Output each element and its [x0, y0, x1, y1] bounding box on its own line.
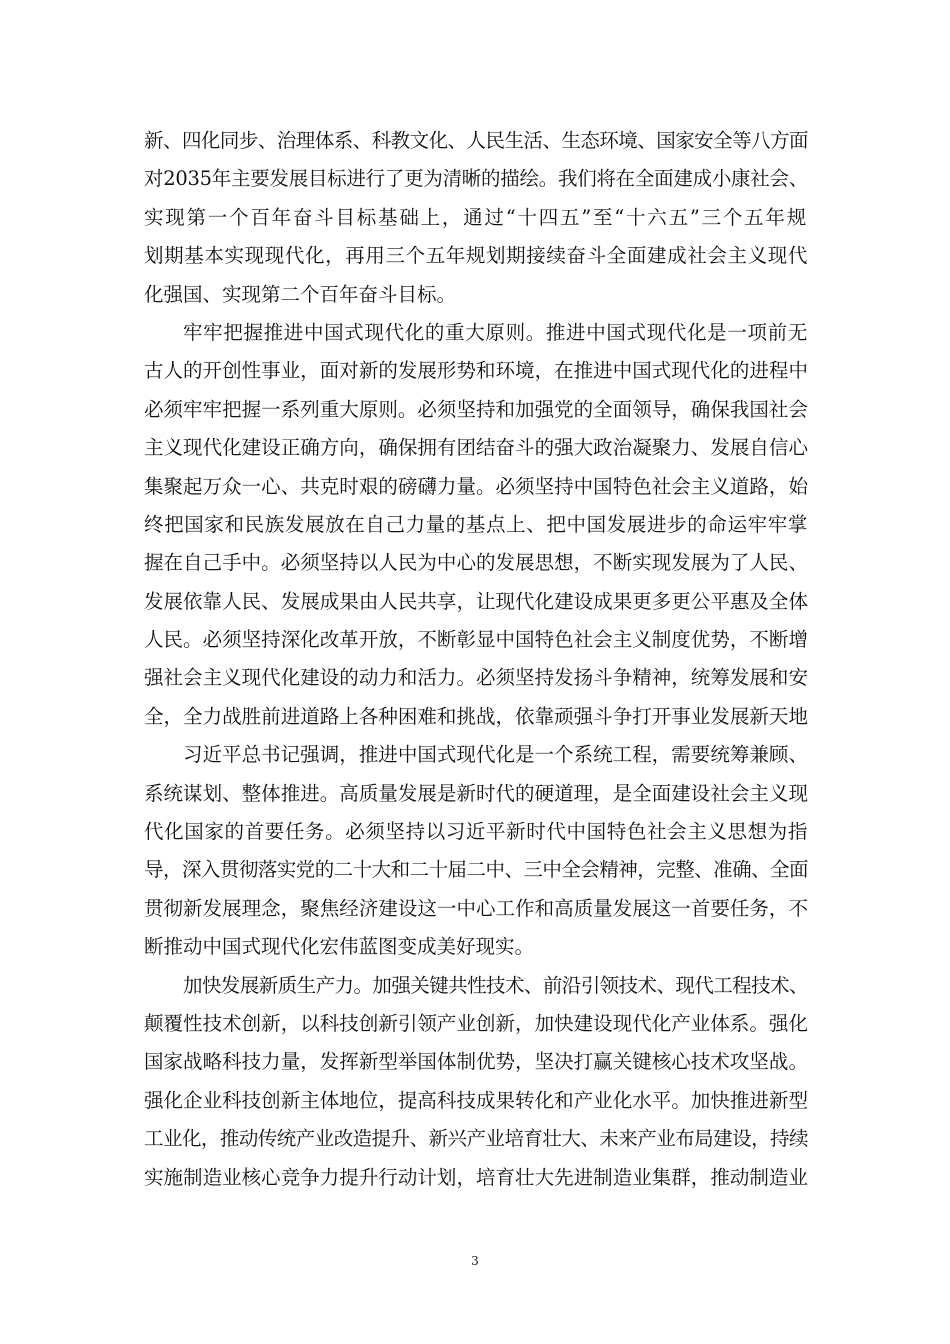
- text-line: 实施制造业核心竞争力提升行动计划，培育壮大先进制造业集群，推动制造业: [144, 1165, 808, 1189]
- text-line: 强社会主义现代化建设的动力和活力。必须坚持发扬斗争精神，统筹发展和安: [144, 666, 808, 690]
- page-number: 3: [471, 1254, 479, 1268]
- text-line: 发展依靠人民、发展成果由人民共享，让现代化建设成果更多更公平惠及全体: [144, 589, 808, 613]
- text-line: 断推动中国式现代化宏伟蓝图变成美好现实。: [144, 935, 535, 959]
- text-line: 划期基本实现现代化，再用三个五年规划期接续奋斗全面建成社会主义现代: [144, 244, 808, 268]
- text-line: 习近平总书记强调，推进中国式现代化是一个系统工程，需要统筹兼顾、: [183, 743, 808, 767]
- paragraph-1: [0, 122, 950, 314]
- text-line: 化强国、实现第二个百年奋斗目标。: [144, 282, 457, 306]
- text-line: 握在自己手中。必须坚持以人民为中心的发展思想，不断实现发展为了人民、: [144, 551, 808, 575]
- text-line: 主义现代化建设正确方向，确保拥有团结奋斗的强大政治凝聚力、发展自信心: [144, 436, 808, 460]
- text-line: 人民。必须坚持深化改革开放，不断彰显中国特色社会主义制度优势，不断增: [144, 628, 808, 652]
- text-line: 对2035年主要发展目标进行了更为清晰的描绘。我们将在全面建成小康社会、: [144, 167, 808, 191]
- text-line: 代化国家的首要任务。必须坚持以习近平新时代中国特色社会主义思想为指: [144, 820, 808, 844]
- text-line: 导，深入贯彻落实党的二十大和二十届二中、三中全会精神，完整、准确、全面: [144, 858, 808, 882]
- text-line: 系统谋划、整体推进。高质量发展是新时代的硬道理，是全面建设社会主义现: [144, 781, 808, 805]
- text-line: 加快发展新质生产力。加强关键共性技术、前沿引领技术、现代工程技术、: [183, 973, 808, 997]
- text-line: 新、四化同步、治理体系、科教文化、人民生活、生态环境、国家安全等八方面: [144, 129, 808, 152]
- text-line: 古人的开创性事业，面对新的发展形势和环境，在推进中国式现代化的进程中: [144, 359, 808, 383]
- text-line: 工业化，推动传统产业改造提升、新兴产业培育壮大、未来产业布局建设，持续: [144, 1127, 808, 1151]
- text-line: 强化企业科技创新主体地位，提高科技成果转化和产业化水平。加快推进新型: [144, 1088, 808, 1112]
- paragraph-3: [0, 736, 950, 966]
- document-body: [0, 122, 950, 1197]
- text-line: 贯彻新发展理念，聚焦经济建设这一中心工作和高质量发展这一首要任务，不: [144, 896, 808, 920]
- text-line: 实现第一个百年奋斗目标基础上，通过“十四五”至“十六五”三个五年规: [144, 205, 808, 229]
- text-line: 集聚起万众一心、共克时艰的磅礴力量。必须坚持中国特色社会主义道路，始: [144, 474, 808, 498]
- text-line: 颠覆性技术创新，以科技创新引领产业创新，加快建设现代化产业体系。强化: [144, 1011, 808, 1035]
- paragraph-4: [0, 967, 950, 1197]
- paragraph-2: [0, 314, 950, 736]
- text-line: 国家战略科技力量，发挥新型举国体制优势，坚决打赢关键核心技术攻坚战。: [144, 1050, 808, 1074]
- text-line: 终把国家和民族发展放在自己力量的基点上、把中国发展进步的命运牢牢掌: [144, 512, 808, 536]
- text-line: 必须牢牢把握一系列重大原则。必须坚持和加强党的全面领导，确保我国社会: [144, 397, 808, 421]
- text-line: 全，全力战胜前进道路上各种困难和挑战，依靠顽强斗争打开事业发展新天地: [144, 704, 808, 728]
- text-line: 牢牢把握推进中国式现代化的重大原则。推进中国式现代化是一项前无: [183, 320, 808, 344]
